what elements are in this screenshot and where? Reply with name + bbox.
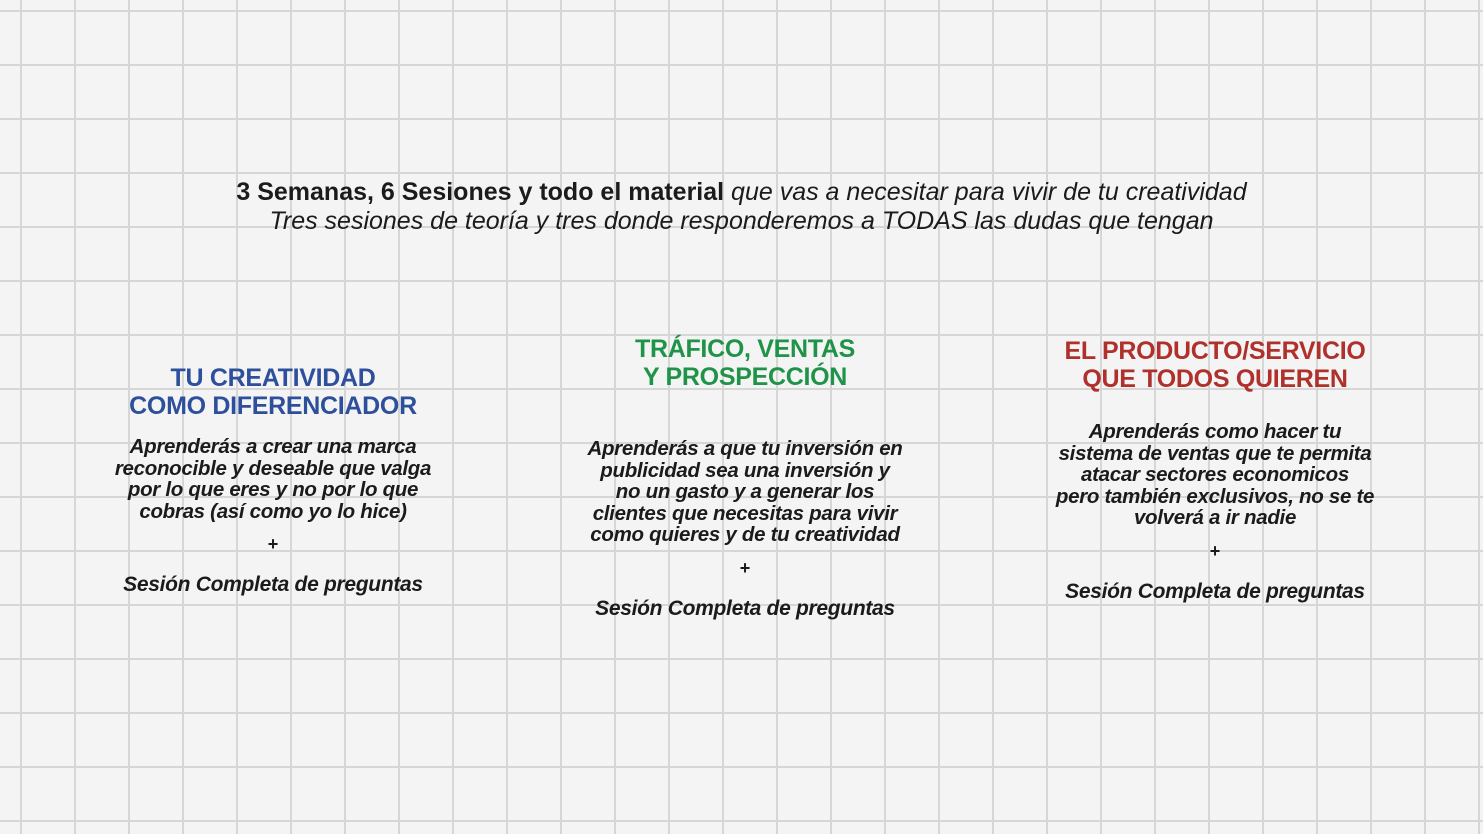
- course-header: [0, 178, 1483, 236]
- module-description: [535, 438, 955, 546]
- description-line: Aprenderás a que tu inversión en: [587, 437, 903, 460]
- module-title: [1005, 337, 1425, 393]
- header-line-1: [0, 178, 1483, 207]
- module-title-line: QUE TODOS QUIEREN: [1082, 365, 1348, 393]
- header-line-2: Tres sesiones de teoría y tres donde responderemos a TODAS las dudas que tengan: [269, 207, 1214, 235]
- session-label: Sesión Completa de preguntas: [123, 573, 423, 596]
- module-column-producto: [1005, 337, 1425, 604]
- description-line: Aprenderás a crear una marca: [129, 435, 417, 458]
- description-line: Aprenderás como hacer tu: [1088, 420, 1342, 443]
- module-title-line: COMO DIFERENCIADOR: [129, 392, 417, 420]
- description-line: publicidad sea una inversión y: [600, 458, 890, 482]
- description-line: no un gasto y a generar los: [615, 480, 875, 503]
- module-title: [63, 364, 483, 420]
- module-title-line: TU CREATIVIDAD: [170, 364, 376, 392]
- session-label: Sesión Completa de preguntas: [1065, 579, 1365, 603]
- description-line: cobras (así como yo lo hice): [139, 499, 407, 523]
- plus-sign: +: [267, 534, 279, 554]
- header-subtext: que vas a necesitar para vivir de tu creatividad: [724, 178, 1247, 206]
- description-line: pero también exclusivos, no se te: [1055, 484, 1375, 508]
- description-line: reconocible y deseable que valga: [114, 456, 432, 480]
- plus-sign: +: [739, 557, 751, 578]
- description-line: por lo que eres y no por lo que: [127, 478, 419, 501]
- description-line: como quieres y de tu creatividad: [590, 523, 900, 546]
- module-column-trafico: [535, 335, 955, 621]
- module-title-line: EL PRODUCTO/SERVICIO: [1064, 337, 1366, 365]
- module-title-line: TRÁFICO, VENTAS: [634, 335, 856, 363]
- module-title-line: Y PROSPECCIÓN: [642, 363, 848, 391]
- description-line: volverá a ir nadie: [1133, 506, 1297, 529]
- description-line: atacar sectores economicos: [1081, 463, 1349, 486]
- description-line: sistema de ventas que te permita: [1058, 441, 1372, 465]
- module-title: [535, 335, 955, 391]
- module-description: [63, 436, 483, 522]
- session-label: Sesión Completa de preguntas: [595, 596, 895, 620]
- plus-sign: +: [1209, 540, 1221, 561]
- description-line: clientes que necesitas para vivir: [592, 501, 898, 525]
- module-column-creatividad: [63, 364, 483, 597]
- header-highlight: 3 Semanas, 6 Sesiones y todo el material: [236, 178, 725, 206]
- module-description: [1005, 421, 1425, 529]
